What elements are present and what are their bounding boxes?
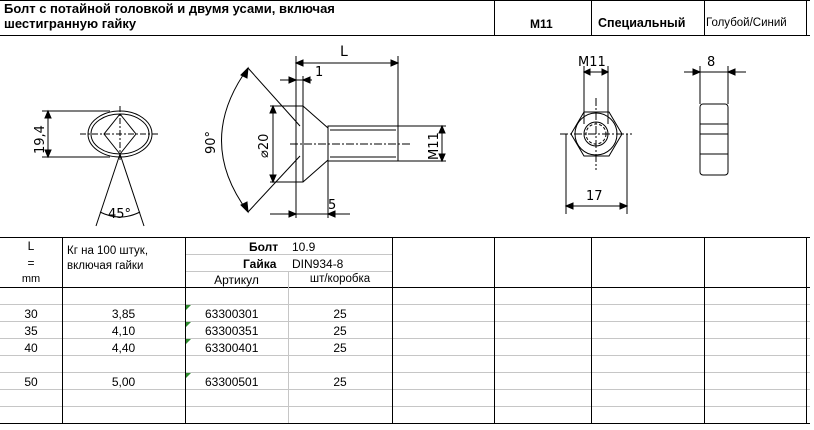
row-length: 50 xyxy=(24,375,38,389)
col-weight-header: Кг на 100 штук, включая гайки xyxy=(67,245,149,272)
row-length: 30 xyxy=(24,307,38,321)
bolt-grade-label: Болт xyxy=(249,240,279,254)
dim-length-label: L xyxy=(340,44,348,60)
dim-height-label: 19,4 xyxy=(33,125,48,154)
table-grid-line xyxy=(0,321,810,322)
cell-note-marker xyxy=(186,339,191,344)
nut-grade-value: DIN934-8 xyxy=(292,257,344,271)
table-grid-line xyxy=(0,372,810,373)
row-length: 35 xyxy=(24,324,38,338)
row-weight: 5,00 xyxy=(111,375,136,389)
header-divider xyxy=(494,0,495,35)
table-col-divider xyxy=(494,237,495,423)
bolt-size: M11 xyxy=(530,17,553,31)
row-article: 63300351 xyxy=(205,324,259,338)
dim-nut-thread-label: M11 xyxy=(578,55,606,70)
row-pack: 25 xyxy=(333,307,347,321)
dim-nut-width-label: 17 xyxy=(586,189,603,204)
row-article: 63300401 xyxy=(205,341,259,355)
table-grid-line xyxy=(185,254,392,255)
row-length: 40 xyxy=(24,341,38,355)
table-grid-line xyxy=(0,338,810,339)
row-article: 63300301 xyxy=(205,307,259,321)
bolt-side-view xyxy=(222,56,447,218)
header-divider xyxy=(591,0,592,35)
table-top-border xyxy=(0,237,810,238)
row-article: 63300501 xyxy=(205,375,259,389)
dim-five-label: 5 xyxy=(328,198,337,213)
table-grid-line xyxy=(0,304,810,305)
col-pack-header: шт/коробка xyxy=(309,273,371,285)
table-col-divider xyxy=(185,237,186,423)
row-weight: 4,10 xyxy=(111,324,136,338)
dim-angle-bottom-label: 45° xyxy=(108,207,132,222)
table-grid-line xyxy=(0,389,810,390)
cell-note-marker xyxy=(186,305,191,310)
table-grid-line xyxy=(0,406,810,407)
dim-thread-label: M11 xyxy=(427,132,442,160)
col-article-header: Артикул xyxy=(214,273,259,287)
bolt-grade-value: 10.9 xyxy=(292,240,316,254)
row-weight: 4,40 xyxy=(111,341,136,355)
header-divider xyxy=(704,0,705,35)
bolt-technical-drawing xyxy=(0,36,814,236)
col-l-unit: mm xyxy=(21,273,41,285)
head-top-view xyxy=(42,106,160,226)
table-col-divider xyxy=(806,237,807,423)
col-l-eq: = xyxy=(27,256,35,270)
dim-nut-thick-label: 8 xyxy=(707,55,716,70)
table-col-divider xyxy=(591,237,592,423)
table-bottom-border xyxy=(0,423,810,424)
bolt-type: Специальный xyxy=(598,16,686,30)
header-top-border xyxy=(0,0,810,1)
cell-note-marker xyxy=(186,322,191,327)
bolt-color: Голубой/Синий xyxy=(706,17,787,29)
product-title: Болт с потайной головкой и двумя усами, включая шестигранную гайку xyxy=(4,1,335,31)
table-col-divider xyxy=(704,237,705,423)
row-pack: 25 xyxy=(333,341,347,355)
table-col-divider xyxy=(392,237,393,423)
table-grid-line xyxy=(0,355,810,356)
table-header-bottom xyxy=(0,287,810,288)
dim-angle-head-label: 90° xyxy=(204,130,219,154)
col-l-header: L xyxy=(27,239,35,253)
cell-note-marker xyxy=(186,373,191,378)
row-pack: 25 xyxy=(333,375,347,389)
dim-one-label: 1 xyxy=(315,65,324,80)
nut-grade-label: Гайка xyxy=(243,257,277,271)
nut-side-view xyxy=(684,66,746,175)
row-pack: 25 xyxy=(333,324,347,338)
row-weight: 3,85 xyxy=(111,307,136,321)
dim-diameter-label: ⌀20 xyxy=(257,133,272,158)
header-divider xyxy=(806,0,807,35)
